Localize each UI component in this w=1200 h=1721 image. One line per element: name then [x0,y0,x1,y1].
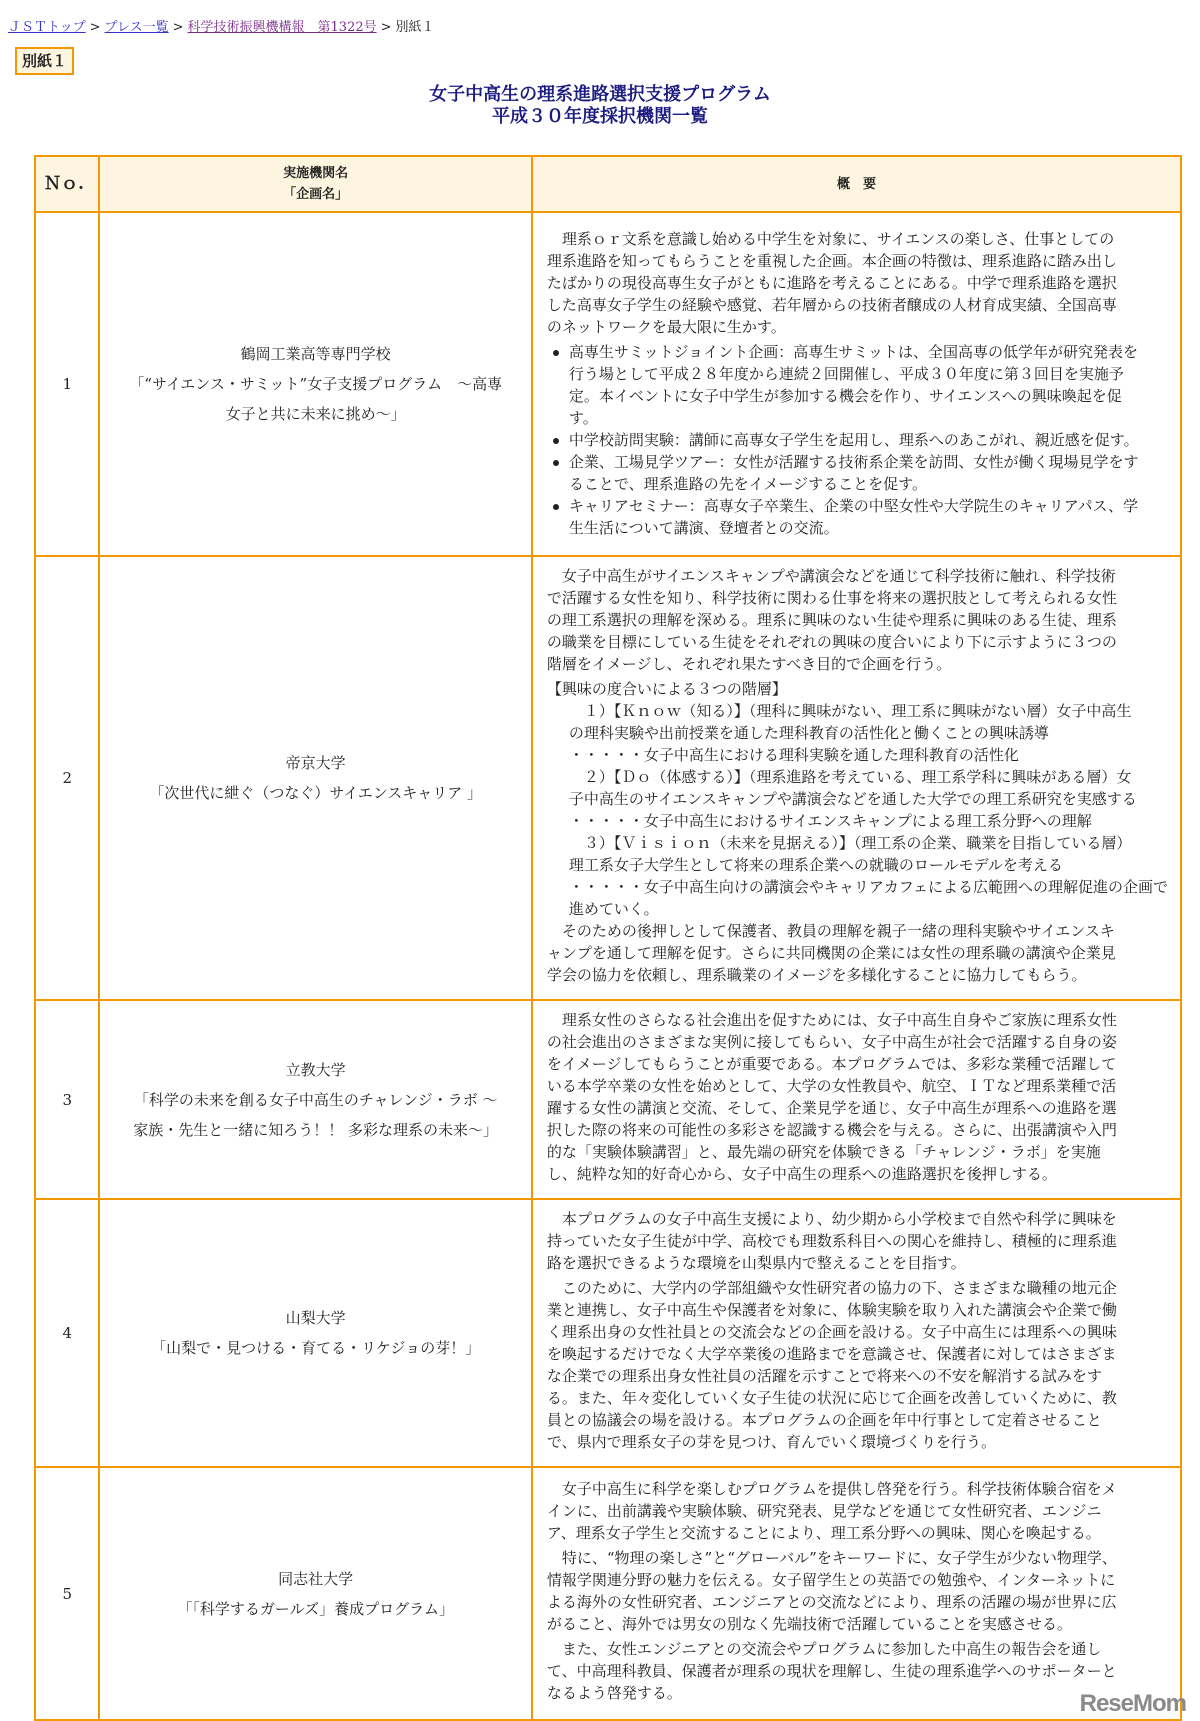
row-summary [532,1199,1181,1467]
resemom-logo: ReseMom [1079,1690,1186,1717]
row-number: 5 [35,1467,99,1720]
summary-line: 本プログラムの女子中高生支援により、幼少期から小学校まで自然や科学に興味を [561,1210,1117,1228]
summary-line: ２）【Ｄｏ（体感する）】（理系進路を考えている、理工系学科に興味がある層）女 [568,768,1132,786]
summary-line: 行う場として平成２８年度から連続２回開催し、平成３０年度に第３回目を実施予 [568,364,1124,383]
summary-line: 中学校訪問実験：講師に高専女子学生を起用し、理系へのあこがれ、親近感を促す。 [568,430,1139,449]
row-institution [99,1199,531,1467]
summary-line: て、中高理科教員、保護者が理系の現状を理解し、生徒の理系進学へのサポーターと [546,1662,1117,1680]
summary-line: インに、出前講義や実験体験、研究発表、見学などを通じて女性研究者、エンジニ [546,1502,1102,1520]
summary-line: 理系女性のさらなる社会進出を促すためには、女子中高生自身やご家族に理系女性 [561,1011,1117,1029]
row-summary [532,556,1181,1000]
title-line: 女子中高生の理系進路選択支援プログラム [429,84,771,105]
summary-line: 躍する女性の講演と交流、そして、企業見学を通じ、女子中高生が理系への進路を選 [546,1099,1117,1117]
summary-paragraph [547,565,1168,675]
institution-name: 帝京大学 [285,754,346,772]
summary-line: 特に、“物理の楽しさ”と“グローバル”をキーワードに、女子学生が少ない物理学、 [561,1549,1117,1567]
summary-paragraph [547,678,1168,700]
row-institution [99,212,531,556]
summary-line: る。また、年々変化していく女子生徒の状況に応じて企画を改善していくために、教 [546,1389,1117,1407]
row-institution [99,1000,531,1199]
summary-line: を喚起するだけでなく大学卒業後の進路までを意識させ、保護者に対してはさまざま [546,1345,1117,1363]
project-name-line: 女子と共に未来に挑め～」 [225,405,406,423]
summary-line: 択した際の将来の可能性の多彩さを認識する機会を与える。さらに、出張講演や入門 [546,1121,1117,1139]
bullet-item [547,495,1168,539]
summary-line: 女子中高生に科学を楽しむプログラムを提供し啓発を行う。科学技術体験合宿をメ [561,1480,1117,1498]
breadcrumb-separator: > [172,20,184,35]
breadcrumb-link-jst-top[interactable]: ＪＳＴトップ [8,20,86,35]
header-project-label: 「企画名」 [283,187,349,202]
row-summary [532,212,1181,556]
summary-line: 情報学関連分野の魅力を伝える。女子留学生との英語での勉強や、インターネットに [546,1571,1116,1589]
summary-line: がること、海外では男女の別なく先端技術で活躍していることを実感させる。 [546,1615,1072,1633]
summary-paragraph [547,1547,1168,1635]
bullet-item [547,341,1168,429]
summary-line: 員との協議会の場を設ける。本プログラムの企画を年中行事として定着させること [546,1411,1102,1429]
summary-line: 企業、工場見学ツアー：女性が活躍する技術系企業を訪問、女性が働く現場見学をす [568,452,1139,471]
row-number: 2 [35,556,99,1000]
summary-line: で活躍する女性を知り、科学技術に関わる仕事を将来の選択肢として考えられる女性 [546,589,1117,607]
table-row [35,1000,1181,1199]
summary-line: 持っていた女子生徒が中学、高校でも理数系科目への関心を維持し、積極的に理系進 [546,1232,1117,1250]
project-name-line: 「“サイエンス・サミット”女子支援プログラム ～高専 [129,375,503,393]
summary-line: した高専女子学生の経験や感覚、若年層からの技術者醸成の人材育成実績、全国高専 [546,295,1117,314]
summary-line: で、県内で理系女子の芽を見つけ、育んでいく環境づくりを行う。 [546,1433,996,1451]
summary-paragraph [547,700,1168,920]
summary-line: 生生活について講演、登壇者との交流。 [568,518,839,537]
project-name [110,1333,520,1363]
summary-line: な企業での理系出身女性社員の活躍を示すことで将来への不安を解消する試みをす [546,1367,1102,1385]
summary-line: 高専生サミットジョイント企画：高専生サミットは、全国高専の低学年が研究発表を [568,342,1138,361]
summary-line: １）【Ｋｎｏｗ（知る）】（理科に興味がない、理工系に興味がない層）女子中高生 [568,702,1132,720]
summary-line: 学会の協力を依頼し、理系職業のイメージを多様化することに協力してもらう。 [546,966,1087,984]
header-no: Ｎｏ. [35,156,99,212]
header-org-label: 実施機関名 [283,166,349,181]
institution-name: 同志社大学 [278,1569,354,1588]
summary-line: し、純粋な知的好奇心から、女子中高生の理系への進路選択を後押しする。 [546,1165,1057,1183]
summary-line: 階層をイメージし、それぞれ果たすべき目的で企画を行う。 [546,655,952,673]
summary-line: ・・・・・女子中高生におけるサイエンスキャンプによる理工系分野への理解 [568,812,1092,830]
summary-paragraph [547,1009,1168,1185]
summary-line: キャリアセミナー：高専女子卒業生、企業の中堅女性や大学院生のキャリアパス、学 [568,496,1138,515]
project-name [110,1594,520,1624]
summary-line: 理系ｏｒ文系を意識し始める中学生を対象に、サイエンスの楽しさ、仕事としての [561,229,1115,248]
summary-paragraph [547,1478,1168,1544]
summary-paragraph [547,228,1168,338]
breadcrumb-separator: > [89,20,101,35]
project-name-line: 「次世代に紲ぐ（つなぐ）サイエンスキャリア 」 [149,784,483,802]
bullet-item [547,429,1168,451]
row-institution [99,556,531,1000]
summary-line: 女子中高生がサイエンスキャンプや講演会などを通じて科学技術に触れ、科学技術 [561,567,1116,585]
summary-line: の理工系選択の理解を深める。理系に興味のない生徒や理系に興味のある生徒、理系 [546,611,1117,629]
summary-paragraph [547,920,1168,986]
summary-line: また、女性エンジニアとの交流会やプログラムに参加した中高生の報告会を通し [561,1640,1102,1658]
summary-line: ア、理系女子学生と交流することにより、理工系分野への興味、関心を喚起する。 [546,1524,1101,1542]
table-row [35,1467,1181,1720]
project-name-line: 「科学の未来を創る女子中高生のチャレンジ・ラボ ～ [133,1090,498,1109]
row-number: 3 [35,1000,99,1199]
project-name [110,778,520,808]
summary-line: ることで、理系進路の先をイメージすることを促す。 [568,474,927,493]
project-name [110,1085,520,1145]
summary-line: このために、大学内の学部組織や女性研究者の協力の下、さまざまな職種の地元企 [561,1279,1117,1297]
summary-line: 理工系女子大学生として将来の理系企業への就職のロールモデルを考える [568,856,1063,874]
title-line: 平成３０年度採択機関一覧 [492,106,708,127]
row-institution [99,1467,531,1720]
row-number: 4 [35,1199,99,1467]
table-row [35,556,1181,1000]
project-name [110,369,520,429]
project-name-line: 「「科学するガールズ」養成プログラム」 [177,1599,454,1618]
table-row [35,1199,1181,1467]
summary-line: 進めていく。 [568,900,659,918]
attachment-badge: 別紙１ [15,47,74,75]
table-header-row [35,156,1181,212]
row-summary [532,1467,1181,1720]
summary-line: よる海外の女性研究者、エンジニアとの交流などにより、理系の活躍の場が世界に広 [546,1593,1117,1611]
summary-line: のネットワークを最大限に生かす。 [546,317,786,336]
summary-line: 子中高生のサイエンスキャンプや講演会などを通した大学での理工系研究を実感する [568,790,1137,808]
project-name-line: 家族・先生と一緒に知ろう！！ 多彩な理系の未来～」 [133,1120,499,1139]
header-org [99,156,531,212]
breadcrumb-link-press-release[interactable]: 科学技術振興機構報 第1322号 [187,20,377,35]
summary-line: 理系進路を知ってもらうことを重視した企画。本企画の特徴は、理系進路に踏み出し [546,251,1117,270]
summary-line: 的な「実験体験講習」と、最先端の研究を体験できる「チャレンジ・ラボ」を実施 [546,1143,1101,1161]
table-row [35,212,1181,556]
summary-line: なるよう啓発する。 [546,1684,682,1702]
summary-line: ３）【Ｖｉｓｉｏｎ（未来を見据える）】（理工系の企業、職業を目指している層） [568,834,1132,852]
summary-line: 路を選択できるような環境を山梨県内で整えることを目指す。 [546,1254,966,1272]
summary-line: 定。本イベントに女子中学生が参加する機会を作り、サイエンスへの興味喚起を促 [568,386,1122,405]
breadcrumb-current: 別紙１ [395,20,435,35]
breadcrumb-separator: > [380,20,392,35]
row-summary [532,1000,1181,1199]
summary-line: をイメージしてもらうことが重要である。本プログラムでは、多彩な業種で活躍して [546,1055,1117,1073]
bullet-item [547,451,1168,495]
summary-paragraph [547,1638,1168,1704]
breadcrumb-link-press-list[interactable]: プレス一覧 [104,20,169,35]
summary-line: 業と連携し、女子中高生や保護者を対象に、体験実験を取り入れた講演会や企業で働 [546,1301,1117,1319]
summary-line: ・・・・・女子中高生向けの講演会やキャリアカフェによる広範囲への理解促進の企画で [568,878,1168,896]
summary-line: ・・・・・女子中高生における理科実験を通した理科教育の活性化 [568,746,1019,764]
adopted-institutions-table [34,155,1182,1721]
summary-paragraph [547,1208,1168,1274]
summary-line: そのための後押しとして保護者、教員の理解を親子一緒の理科実験やサイエンスキ [561,922,1115,940]
summary-line: の社会進出のさまざまな実例に接してもらい、女子中高生が社会で活躍する自身の姿 [546,1033,1117,1051]
institution-name: 山梨大学 [285,1309,346,1327]
summary-line: ャンプを通して理解を促す。さらに共同機関の企業には女性の理系職の講演や企業見 [546,944,1116,962]
summary-line: の理科実験や出前授業を通した理科教育の活性化と働くことの興味誘導 [568,724,1049,742]
breadcrumb [8,16,435,35]
institution-name: 立教大学 [285,1060,346,1079]
summary-line: す。 [568,408,598,427]
institution-name: 鶴岡工業高等専門学校 [240,345,391,363]
summary-line: 【興味の度合いによる３つの階層】 [546,680,787,698]
summary-line: いる本学卒業の女性を始めとして、大学の女性教員や、航空、ＩＴなど理系業種で活 [546,1077,1117,1095]
row-number: 1 [35,212,99,556]
summary-line: く理系出身の女性社員との交流会などの企画を設ける。女子中高生には理系への興味 [546,1323,1117,1341]
project-name-line: 「山梨で・見つける・育てる・リケジョの芽！」 [151,1339,481,1357]
summary-line: の職業を目標にしている生徒をそれぞれの興味の度合いにより下に示すように３つの [546,633,1117,651]
page-title [0,84,1200,128]
summary-line: たばかりの現役高専生女子がともに進路を考えることにある。中学で理系進路を選択 [546,273,1117,292]
header-summary: 概 要 [532,156,1181,212]
summary-paragraph [547,1277,1168,1453]
